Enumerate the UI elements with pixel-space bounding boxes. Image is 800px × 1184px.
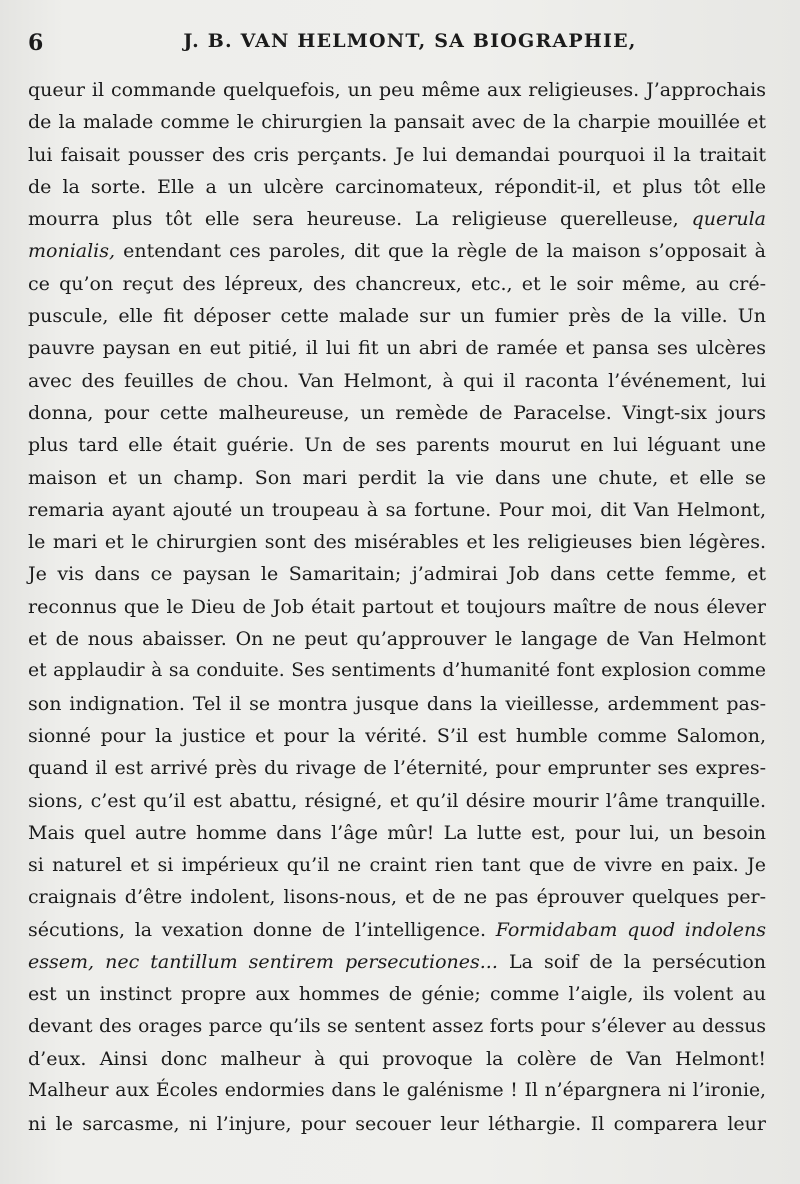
text-line bbox=[28, 139, 766, 171]
text-line bbox=[28, 978, 766, 1010]
text-line bbox=[28, 268, 766, 300]
running-head: J. B. VAN HELMONT, SA BIOGRAPHIE, bbox=[183, 30, 637, 52]
line-text: de la sorte. Elle a un ulcère carcinomateux, répondit-il, et plus tôt elle bbox=[28, 175, 766, 198]
line-text: sions, c’est qu’il est abattu, résigné, et qu’il désire mourir l’âme tranquille. bbox=[28, 789, 766, 812]
italic-phrase: essem, nec tantillum sentirem persecutiones... bbox=[28, 951, 498, 974]
line-text: Je vis dans ce paysan le Samaritain; j’admirai Job dans cette femme, et bbox=[28, 563, 766, 586]
line-text: et de nous abaisser. On ne peut qu’approuver le langage de Van Helmont bbox=[28, 628, 766, 651]
text-line bbox=[28, 1075, 766, 1107]
line-text: est un instinct propre aux hommes de génie; comme l’aigle, ils volent au bbox=[28, 983, 766, 1006]
line-text: son indignation. Tel il se montra jusque dans la vieillesse, ardemment pas- bbox=[28, 692, 766, 715]
text-line bbox=[28, 946, 766, 978]
line-text: sécutions, la vexation donne de l’intelligence. bbox=[28, 918, 487, 941]
page-header bbox=[28, 28, 772, 58]
text-line bbox=[28, 235, 766, 267]
line-text: devant des orages parce qu’ils se sentent assez forts pour s’élever au dessus bbox=[28, 1015, 766, 1037]
line-text: maison et un champ. Son mari perdit la vie dans une chute, et elle se bbox=[28, 466, 766, 489]
line-text: plus tard elle était guérie. Un de ses parents mourut en lui léguant une bbox=[28, 434, 766, 457]
line-text: puscule, elle fit déposer cette malade sur un fumier près de la ville. Un bbox=[28, 305, 766, 328]
text-line bbox=[28, 365, 766, 397]
text-line bbox=[28, 720, 766, 752]
italic-phrase: Formidabam quod indolens bbox=[495, 918, 766, 941]
line-text: si naturel et si impérieux qu’il ne craint rien tant que de vivre en paix. Je bbox=[28, 854, 766, 877]
text-line bbox=[28, 817, 766, 849]
text-line bbox=[28, 300, 766, 332]
line-text: et applaudir à sa conduite. Ses sentiments d’humanité font explosion comme bbox=[28, 660, 766, 682]
line-text: ce qu’on reçut des lépreux, des chancreux, etc., et le soir même, au cré- bbox=[28, 272, 766, 295]
text-line bbox=[28, 623, 766, 655]
line-text: le mari et le chirurgien sont des misérables et les religieuses bien légères. bbox=[28, 531, 766, 554]
text-line bbox=[28, 74, 766, 106]
text-line bbox=[28, 558, 766, 590]
text-line bbox=[28, 688, 766, 720]
italic-phrase: querula bbox=[691, 208, 767, 231]
text-line bbox=[28, 1043, 766, 1075]
text-line bbox=[28, 1108, 766, 1140]
line-text: mourra plus tôt elle sera heureuse. La religieuse querelleuse, bbox=[28, 208, 679, 231]
text-line bbox=[28, 591, 766, 623]
line-text: Malheur aux Écoles endormies dans le galénisme ! Il n’épargnera ni l’ironie, bbox=[28, 1080, 766, 1102]
line-text: pauvre paysan en eut pitié, il lui fit un abri de ramée et pansa ses ulcères bbox=[28, 337, 766, 360]
italic-phrase: monialis, bbox=[28, 240, 116, 263]
text-line bbox=[28, 526, 766, 558]
text-line bbox=[28, 203, 766, 235]
line-text: avec des feuilles de chou. Van Helmont, à qui il raconta l’événement, lui bbox=[28, 369, 766, 392]
line-text: lui faisait pousser des cris perçants. Je lui demandai pourquoi il la traitait bbox=[28, 143, 766, 166]
line-text: donna, pour cette malheureuse, un remède de Paracelse. Vingt-six jours bbox=[28, 401, 766, 424]
page-number: 6 bbox=[28, 30, 44, 56]
body-text bbox=[28, 74, 766, 1140]
line-text: quand il est arrivé près du rivage de l’éternité, pour emprunter ses expres- bbox=[28, 757, 766, 780]
line-text: d’eux. Ainsi donc malheur à qui provoque la colère de Van Helmont! bbox=[28, 1047, 766, 1070]
line-text: de la malade comme le chirurgien la pansait avec de la charpie mouillée et bbox=[28, 111, 766, 134]
line-text: sionné pour la justice et pour la vérité. S’il est humble comme Salomon, bbox=[28, 724, 766, 747]
line-text: reconnus que le Dieu de Job était partout et toujours maître de nous élever bbox=[28, 595, 766, 618]
text-line bbox=[28, 397, 766, 429]
text-line bbox=[28, 655, 766, 687]
text-line bbox=[28, 785, 766, 817]
line-text: ni le sarcasme, ni l’injure, pour secouer leur léthargie. Il comparera leur bbox=[28, 1112, 766, 1135]
line-text: queur il commande quelquefois, un peu même aux religieuses. J’approchais bbox=[28, 79, 766, 101]
text-line bbox=[28, 332, 766, 364]
text-line bbox=[28, 914, 766, 946]
text-line bbox=[28, 1011, 766, 1043]
text-line bbox=[28, 171, 766, 203]
line-text: remaria ayant ajouté un troupeau à sa fortune. Pour moi, dit Van Helmont, bbox=[28, 498, 766, 521]
text-line bbox=[28, 849, 766, 881]
line-text: La soif de la persécution bbox=[508, 951, 766, 974]
text-line bbox=[28, 752, 766, 784]
text-line bbox=[28, 429, 766, 461]
line-text: craignais d’être indolent, lisons-nous, et de ne pas éprouver quelques per- bbox=[28, 886, 766, 909]
line-text: entendant ces paroles, dit que la règle de la maison s’opposait à bbox=[123, 240, 766, 263]
text-line bbox=[28, 462, 766, 494]
text-line bbox=[28, 106, 766, 138]
text-line bbox=[28, 881, 766, 913]
text-line bbox=[28, 494, 766, 526]
line-text: Mais quel autre homme dans l’âge mûr! La lutte est, pour lui, un besoin bbox=[28, 821, 766, 844]
